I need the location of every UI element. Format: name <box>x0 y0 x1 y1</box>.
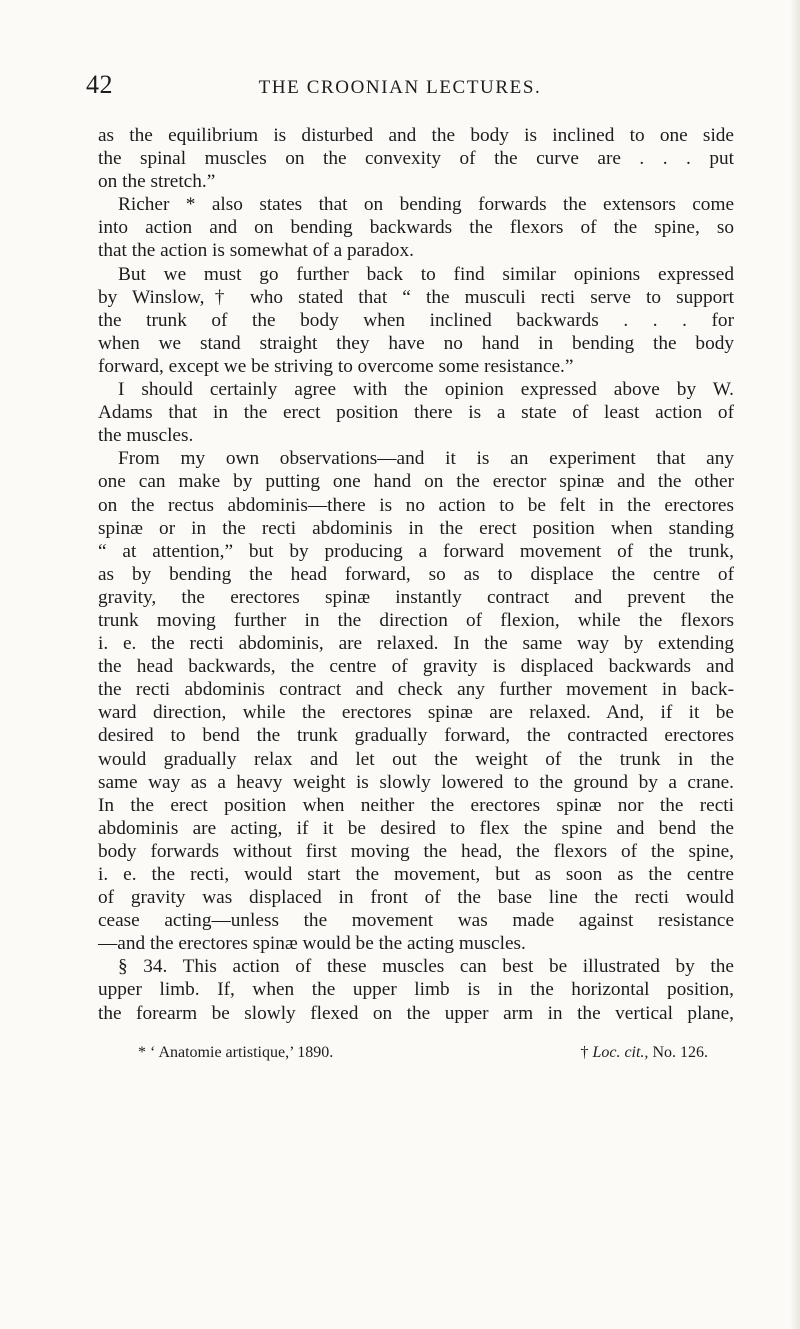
text-line: § 34. This action of these muscles can best be illustrated by the <box>118 956 734 978</box>
footnote-loc-cit-number: No. 126. <box>652 1044 708 1061</box>
text-line: forward, except we be striving to overcome some resistance.” <box>98 355 574 377</box>
text-line: same way as a heavy weight is slowly lowered to the ground by a crane. <box>98 771 734 793</box>
footnote-dagger: † <box>580 1044 589 1061</box>
body-text <box>98 124 734 1025</box>
text-line: In the erect position when neither the erectores spinæ nor the recti <box>98 794 734 816</box>
text-line: on the stretch.” <box>98 171 216 193</box>
text-line: of gravity was displaced in front of the base line the recti would <box>98 887 734 909</box>
text-line: desired to bend the trunk gradually forward, the contracted erectores <box>98 725 734 747</box>
text-line: body forwards without first moving the head, the flexors of the spine, <box>98 840 734 862</box>
text-line: trunk moving further in the direction of flexion, while the flexors <box>98 609 734 631</box>
footnotes <box>138 1045 708 1061</box>
text-line: as by bending the head forward, so as to displace the centre of <box>98 563 734 585</box>
footnote-anatomie: * ‘ Anatomie artistique,’ 1890. <box>138 1044 334 1061</box>
footnote-loc-cit-ref: Loc. cit., <box>592 1044 649 1061</box>
text-line: the forearm be slowly flexed on the upper arm in the vertical plane, <box>98 1002 734 1024</box>
text-line: into action and on bending backwards the flexors of the spine, so <box>98 217 734 239</box>
text-line: “ at attention,” but by producing a forward movement of the trunk, <box>98 540 734 562</box>
text-line: the muscles. <box>98 425 194 447</box>
text-line: Richer * also states that on bending forwards the extensors come <box>118 194 734 216</box>
text-line: upper limb. If, when the upper limb is in the horizontal position, <box>98 979 734 1001</box>
text-line: one can make by putting one hand on the erector spinæ and the other <box>98 471 734 493</box>
text-line: on the rectus abdominis—there is no action to be felt in the erectores <box>98 494 734 516</box>
text-line: cease acting—unless the movement was made against resistance <box>98 910 734 932</box>
text-line: that the action is somewhat of a paradox. <box>98 240 414 262</box>
text-line: i. e. the recti abdominis, are relaxed. In the same way by extending <box>98 633 734 655</box>
text-line: the trunk of the body when inclined backwards . . . for <box>98 309 734 331</box>
text-line: spinæ or in the recti abdominis in the erect position when standing <box>98 517 734 539</box>
text-line: the spinal muscles on the convexity of the curve are . . . put <box>98 148 734 170</box>
page-number: 42 <box>86 70 113 99</box>
text-line: abdominis are acting, if it be desired to flex the spine and bend the <box>98 817 734 839</box>
text-line: From my own observations—and it is an experiment that any <box>118 448 734 470</box>
text-line: the recti abdominis contract and check any further movement in back- <box>98 679 734 701</box>
page-edge <box>790 0 800 1329</box>
text-line: —and the erectores spinæ would be the acting muscles. <box>98 933 526 955</box>
footnote-loc-cit <box>580 1045 708 1061</box>
text-line: by Winslow,† who stated that “ the musculi recti serve to support <box>98 286 734 308</box>
text-line: ward direction, while the erectores spinæ are relaxed. And, if it be <box>98 702 734 724</box>
text-line: would gradually relax and let out the weight of the trunk in the <box>98 748 734 770</box>
text-line: gravity, the erectores spinæ instantly contract and prevent the <box>98 586 734 608</box>
text-line: i. e. the recti, would start the movement, but as soon as the centre <box>98 864 734 885</box>
text-line: I should certainly agree with the opinion expressed above by W. <box>118 379 734 401</box>
running-title: THE CROONIAN LECTURES. <box>258 77 542 98</box>
text-line: when we stand straight they have no hand in bending the body <box>98 332 734 354</box>
text-line: as the equilibrium is disturbed and the body is inclined to one side <box>98 125 734 146</box>
text-line: Adams that in the erect position there is a state of least action of <box>98 402 734 424</box>
text-line: the head backwards, the centre of gravity is displaced backwards and <box>98 656 734 678</box>
text-line: But we must go further back to find similar opinions expressed <box>118 263 734 285</box>
